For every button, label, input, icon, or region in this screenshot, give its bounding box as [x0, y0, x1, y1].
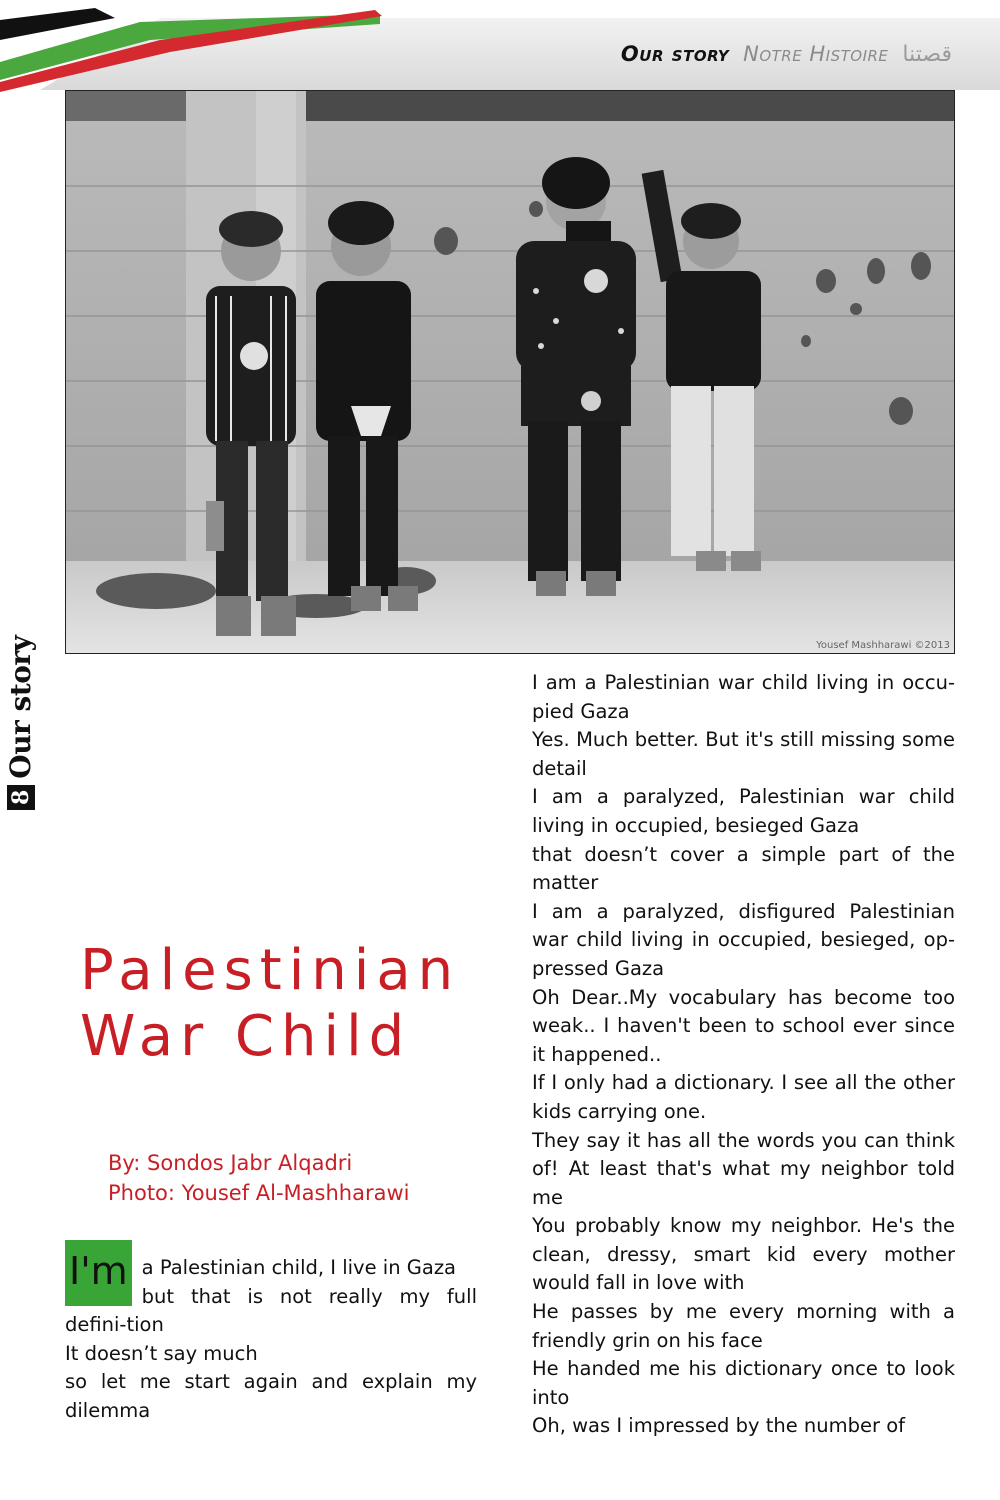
paragraph: I am a paralyzed, Palestinian war child living in occupied, besieged Gaza: [532, 785, 955, 837]
byline-author: By: Sondos Jabr Alqadri: [108, 1151, 353, 1175]
byline-photo: Photo: Yousef Al-Mashharawi: [108, 1181, 410, 1205]
paragraph: a Palestinian child, I live in Gaza: [141, 1256, 457, 1279]
article-body-right: [532, 669, 955, 1441]
paragraph: I am a paralyzed, disfigured Palestinian war child living in occupied, besieged, op-pressed Gaza: [532, 899, 955, 980]
paragraph: He handed me his dictionary once to look into: [532, 1357, 955, 1409]
article-title-line-1: Palestinian: [80, 938, 461, 1003]
section-tabs: [621, 36, 952, 72]
photo-credit: Yousef Mashharawi ©2013: [816, 640, 950, 651]
article-title: [80, 938, 500, 1070]
side-section-title: Our story: [4, 635, 37, 779]
paragraph: that doesn’t cover a simple part of the matter: [532, 842, 955, 895]
article-body-left: [65, 1249, 477, 1426]
byline: [108, 1148, 410, 1208]
paragraph: It doesn’t say much: [65, 1341, 258, 1365]
tab-arabic[interactable]: قصتنا: [902, 41, 952, 67]
paragraph: Oh Dear..My vocabulary has become too weak.. I haven't been to school ever since it happened..: [532, 985, 955, 1066]
page-number: 8: [7, 785, 35, 810]
paragraph: I am a Palestinian war child living in occu-pied Gaza: [532, 671, 955, 723]
paragraph: You probably know my neighbor. He's the clean, dressy, smart kid every mother would fall in love with: [532, 1214, 955, 1295]
side-label: [4, 620, 44, 820]
header-bar: [0, 0, 1000, 95]
drop-cap: I'm: [65, 1240, 132, 1306]
paragraph: so let me start again and explain my dilemma: [65, 1370, 477, 1422]
article-photo: [65, 90, 955, 654]
paragraph: He passes by me every morning with a friendly grin on his face: [532, 1300, 955, 1352]
paragraph: but that is not really my full defini-tion: [65, 1284, 477, 1337]
tab-notre-histoire[interactable]: Notre Histoire: [743, 42, 889, 66]
paragraph: Yes. Much better. But it's still missing some detail: [532, 728, 955, 780]
tab-our-story[interactable]: Our story: [620, 42, 730, 66]
paragraph: Oh, was I impressed by the number of: [532, 1414, 905, 1438]
paragraph: If I only had a dictionary. I see all the other kids carrying one.: [532, 1071, 955, 1123]
paragraph: They say it has all the words you can think of! At least that's what my neighbor told me: [532, 1128, 955, 1209]
article-title-line-2: War Child: [80, 1004, 412, 1069]
photo-four-children-icon: [66, 91, 954, 653]
